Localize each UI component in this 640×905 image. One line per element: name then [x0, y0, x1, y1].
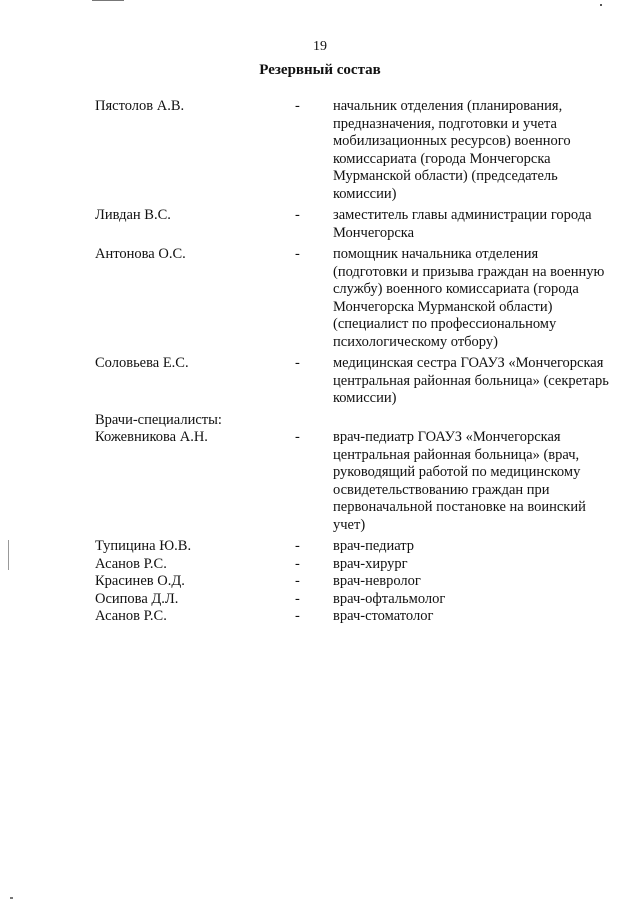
member-row [95, 207, 625, 242]
page-number: 19 [313, 39, 327, 54]
specialist-dash: - [295, 429, 300, 445]
specialist-name: Кожевникова А.Н. [95, 429, 208, 445]
specialist-dash: - [295, 573, 300, 589]
specialist-name: Асанов Р.С. [95, 608, 167, 624]
specialist-role: врач-хирург [333, 555, 408, 572]
scan-artifact-top-right [600, 4, 602, 6]
member-role: медицинская сестра ГОАУЗ «Мончегорская центральная районная больница» (секретарь комиссии) [333, 355, 609, 406]
specialist-name: Тупицина Ю.В. [95, 538, 192, 554]
specialist-dash: - [295, 608, 300, 624]
member-role: начальник отделения (планирования, предназначения, подготовки и учета мобилизационных ресурсов) военного комиссариата (города Мончегорска Мурманской области) (председатель комиссии) [333, 98, 571, 202]
member-dash: - [295, 207, 300, 223]
specialist-row [95, 556, 625, 574]
member-role: помощник начальника отделения (подготовки и призыва граждан на военную службу) военного комиссариата (города Мончегорска Мурманской области) (специалист по профессиональному психологическому отбору) [333, 246, 605, 350]
specialist-name: Асанов Р.С. [95, 555, 167, 572]
member-row [95, 98, 625, 203]
scan-artifact-left [8, 540, 9, 570]
specialist-row [95, 608, 625, 626]
member-row [95, 355, 625, 408]
specialist-role: врач-педиатр ГОАУЗ «Мончегорская центральная районная больница» (врач, руководящий работой по медицинскому освидетельствованию граждан при первоначальной постановке на воинский учет) [333, 429, 586, 533]
specialist-role: врач-офтальмолог [333, 590, 446, 607]
specialist-role: врач-педиатр [333, 538, 415, 554]
page-title: Резервный состав [259, 62, 381, 78]
member-role: заместитель главы администрации города Мончегорска [333, 207, 592, 241]
member-name: Соловьева Е.С. [95, 355, 189, 371]
member-name: Ливдан В.С. [95, 207, 171, 223]
specialist-row [95, 429, 625, 534]
member-name: Антонова О.С. [95, 246, 186, 262]
specialist-role: врач-невролог [333, 573, 421, 589]
reserve-members-list [95, 98, 625, 626]
member-row [95, 246, 625, 351]
member-dash: - [295, 246, 300, 262]
member-dash: - [295, 98, 300, 114]
specialist-row [95, 538, 625, 556]
specialist-dash: - [295, 555, 300, 572]
specialist-dash: - [295, 538, 300, 554]
member-dash: - [295, 355, 300, 371]
scan-artifact-top [92, 0, 124, 1]
specialists-heading: Врачи-специалисты: [95, 411, 222, 428]
specialist-role: врач-стоматолог [333, 608, 434, 624]
specialist-name: Осипова Д.Л. [95, 590, 179, 607]
scan-artifact-bottom [10, 897, 13, 899]
specialist-name: Красинев О.Д. [95, 573, 185, 589]
specialist-row [95, 591, 625, 609]
member-name: Пястолов А.В. [95, 98, 185, 114]
specialist-dash: - [295, 590, 300, 607]
specialist-row [95, 573, 625, 591]
